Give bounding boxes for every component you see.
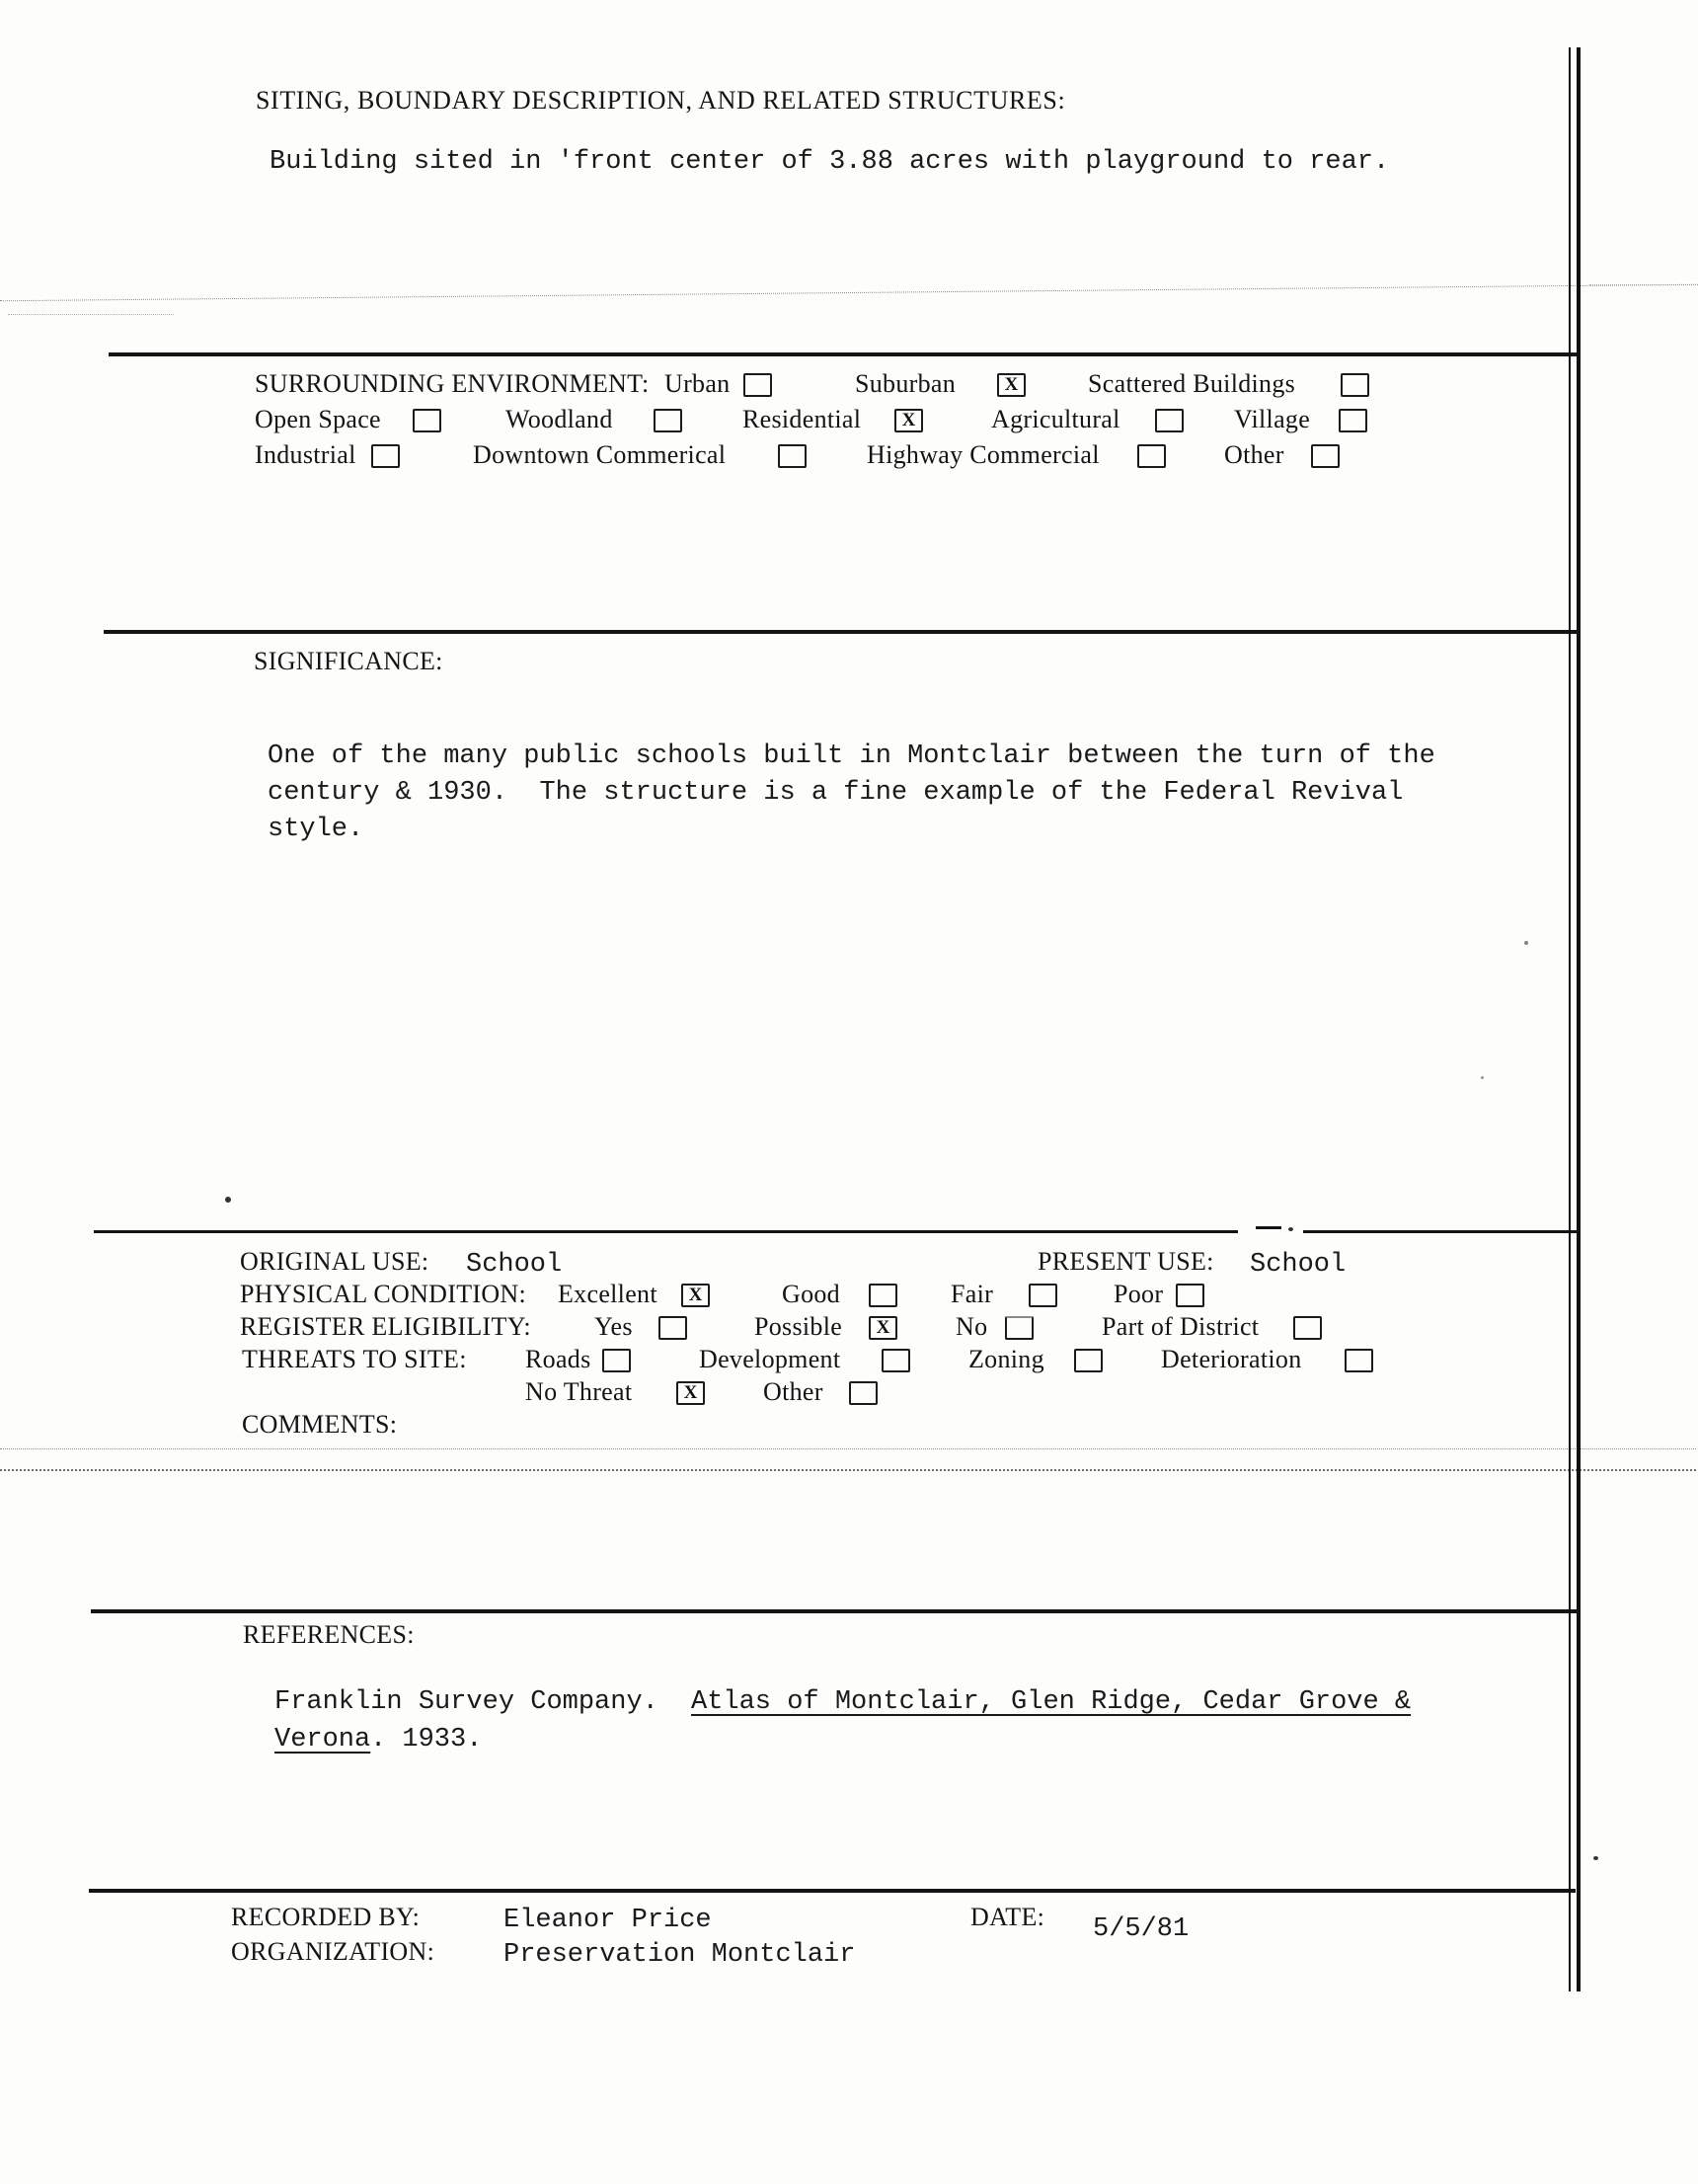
date-value: 5/5/81 [1093, 1914, 1190, 1944]
option-zoning-label: Zoning [968, 1345, 1044, 1373]
checkbox-no[interactable] [1005, 1316, 1034, 1340]
divider-line-use-right [1303, 1230, 1580, 1233]
reference-title-line-2: Verona [274, 1725, 371, 1755]
checkbox-deterioration[interactable] [1345, 1349, 1373, 1372]
significance-text-line-2: century & 1930. The structure is a fine example of the Federal Revival [268, 778, 1404, 808]
scan-artifact-dots-right [1589, 284, 1698, 285]
checkbox-urban[interactable] [743, 373, 772, 397]
original-use-label: ORIGINAL USE: [240, 1247, 429, 1276]
option-development-label: Development [699, 1345, 841, 1373]
option-good-label: Good [782, 1280, 840, 1308]
option-no-label: No [956, 1312, 988, 1341]
references-label: REFERENCES: [243, 1620, 415, 1649]
option-highway-commercial-label: Highway Commercial [867, 440, 1100, 469]
divider-line-references [91, 1609, 1580, 1613]
option-open-space-label: Open Space [255, 405, 381, 433]
environment-label: SURROUNDING ENVIRONMENT: [255, 369, 650, 398]
option-env-other-label: Other [1224, 440, 1284, 469]
option-excellent-label: Excellent [558, 1280, 657, 1308]
threats-label: THREATS TO SITE: [242, 1345, 467, 1373]
checkbox-excellent[interactable]: X [681, 1284, 710, 1307]
checkbox-zoning[interactable] [1074, 1349, 1103, 1372]
option-industrial-label: Industrial [255, 440, 356, 469]
register-eligibility-label: REGISTER ELIGIBILITY: [240, 1312, 531, 1341]
divider-line-environment [109, 352, 1580, 356]
option-yes-label: Yes [594, 1312, 633, 1341]
original-use-value: School [466, 1250, 563, 1280]
option-village-label: Village [1234, 405, 1311, 433]
present-use-label: PRESENT USE: [1038, 1247, 1214, 1276]
option-no-threat-label: No Threat [525, 1377, 633, 1406]
checkbox-open-space[interactable] [413, 409, 441, 432]
organization-label: ORGANIZATION: [231, 1937, 435, 1966]
scan-speck [1481, 1076, 1484, 1079]
scan-artifact-dotted-line [0, 1448, 1696, 1449]
option-possible-label: Possible [754, 1312, 843, 1341]
option-woodland-label: Woodland [505, 405, 613, 433]
checkbox-downtown-commercial[interactable] [778, 444, 807, 468]
option-urban-label: Urban [664, 369, 731, 398]
option-deterioration-label: Deterioration [1161, 1345, 1302, 1373]
checkbox-woodland[interactable] [654, 409, 682, 432]
present-use-value: School [1250, 1250, 1347, 1280]
checkbox-scattered-buildings[interactable] [1341, 373, 1369, 397]
recorded-by-label: RECORDED BY: [231, 1903, 421, 1931]
checkbox-village[interactable] [1339, 409, 1367, 432]
recorded-by-value: Eleanor Price [503, 1906, 712, 1935]
option-agricultural-label: Agricultural [991, 405, 1120, 433]
option-downtown-commercial-label: Downtown Commerical [473, 440, 727, 469]
option-poor-label: Poor [1114, 1280, 1164, 1308]
option-fair-label: Fair [951, 1280, 994, 1308]
scan-artifact-dotted-line [0, 284, 1698, 302]
divider-line-footer [89, 1889, 1576, 1893]
scan-speck [225, 1197, 231, 1203]
significance-text-line-1: One of the many public schools built in Montclair between the turn of the [268, 741, 1435, 771]
siting-entry: Building sited in 'front center of 3.88 acres with playground to rear. [270, 147, 1390, 177]
checkbox-fair[interactable] [1029, 1284, 1057, 1307]
date-label: DATE: [970, 1903, 1045, 1931]
checkbox-part-of-district[interactable] [1293, 1316, 1322, 1340]
checkbox-good[interactable] [869, 1284, 897, 1307]
scan-speck [1593, 1856, 1598, 1860]
checkbox-roads[interactable] [602, 1349, 631, 1372]
scan-speck [1524, 941, 1528, 945]
page-edge-line-outer [1577, 47, 1581, 1991]
physical-condition-label: PHYSICAL CONDITION: [240, 1280, 527, 1308]
option-residential-label: Residential [742, 405, 862, 433]
organization-value: Preservation Montclair [503, 1940, 856, 1970]
checkbox-highway-commercial[interactable] [1137, 444, 1166, 468]
checkbox-yes[interactable] [658, 1316, 687, 1340]
divider-line-use-dash [1256, 1226, 1281, 1229]
page-edge-line-inner [1569, 47, 1571, 1991]
scan-speck [1288, 1227, 1293, 1231]
significance-text-line-3: style. [268, 815, 364, 844]
checkbox-possible[interactable]: X [869, 1316, 897, 1340]
option-scattered-buildings-label: Scattered Buildings [1088, 369, 1296, 398]
checkbox-env-other[interactable] [1311, 444, 1340, 468]
divider-line-significance [104, 630, 1580, 634]
checkbox-residential[interactable]: X [894, 409, 923, 432]
checkbox-no-threat[interactable]: X [676, 1381, 705, 1405]
checkbox-threat-other[interactable] [849, 1381, 878, 1405]
checkbox-suburban[interactable]: X [997, 373, 1026, 397]
significance-label: SIGNIFICANCE: [254, 647, 443, 675]
reference-suffix: . 1933. [370, 1725, 483, 1755]
option-part-of-district-label: Part of District [1102, 1312, 1260, 1341]
checkbox-poor[interactable] [1176, 1284, 1204, 1307]
divider-line-use-left [94, 1230, 1238, 1233]
option-suburban-label: Suburban [855, 369, 957, 398]
checkbox-industrial[interactable] [371, 444, 400, 468]
scan-artifact-dotted-line [0, 1469, 1696, 1471]
siting-heading: SITING, BOUNDARY DESCRIPTION, AND RELATED STRUCTURES: [256, 86, 1066, 115]
checkbox-development[interactable] [882, 1349, 910, 1372]
scan-artifact-dots-left [8, 314, 174, 315]
checkbox-agricultural[interactable] [1155, 409, 1184, 432]
reference-title-line-1: Atlas of Montclair, Glen Ridge, Cedar Grove & [691, 1687, 1412, 1717]
reference-author: Franklin Survey Company. [274, 1687, 658, 1717]
option-roads-label: Roads [525, 1345, 591, 1373]
option-threat-other-label: Other [763, 1377, 823, 1406]
comments-label: COMMENTS: [242, 1410, 398, 1439]
